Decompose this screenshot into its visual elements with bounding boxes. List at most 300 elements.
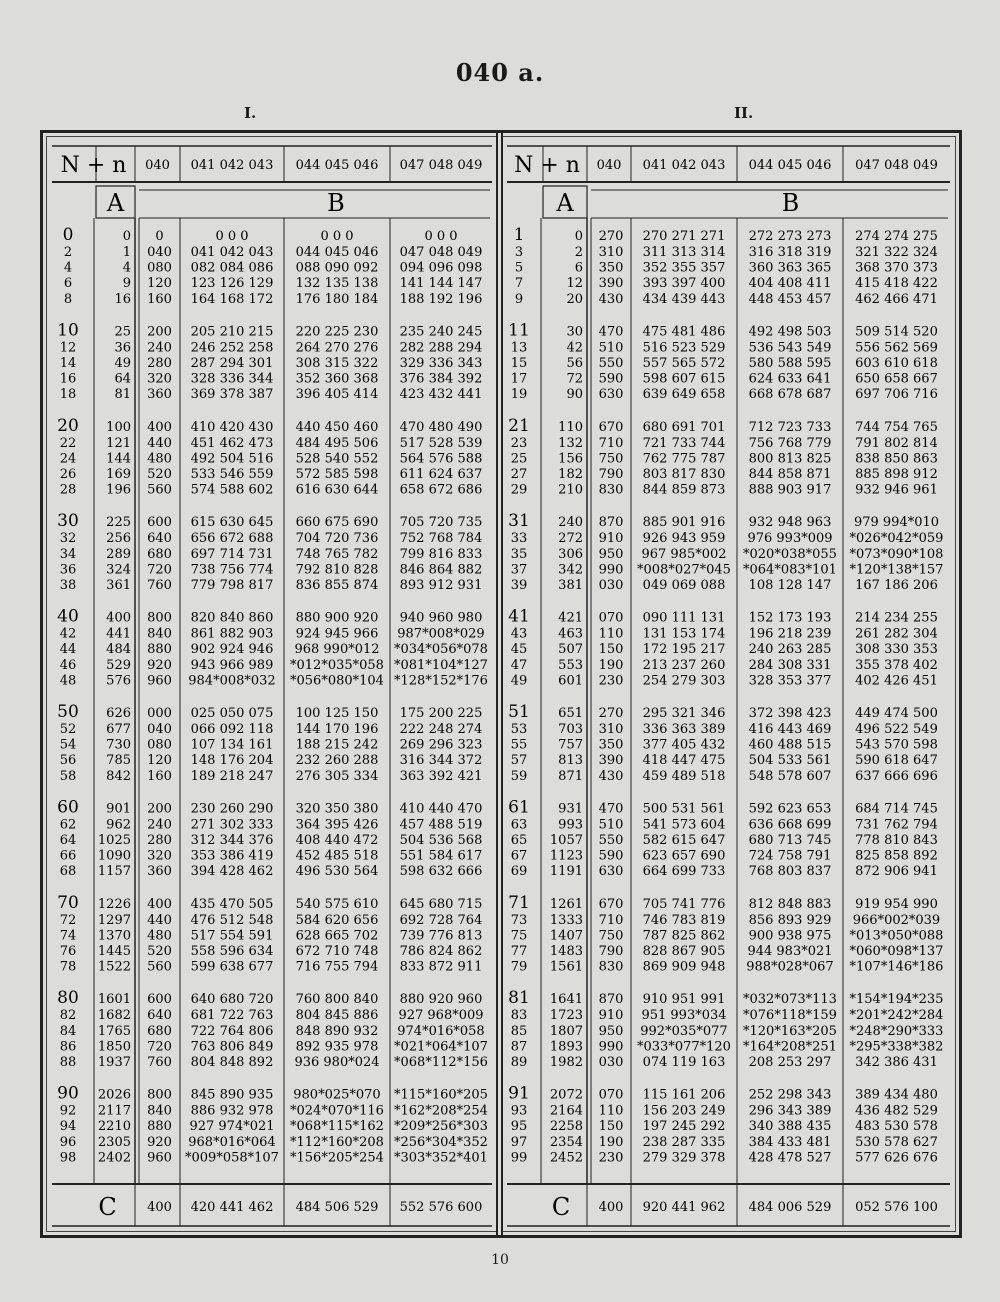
row-n-value: 6 <box>63 276 73 292</box>
b-label: B <box>327 189 345 217</box>
row-b040-value: 110 <box>598 1103 624 1119</box>
header-col-040: 040 <box>596 158 622 173</box>
row-b040-value: 750 <box>598 928 624 944</box>
row-b040-value: 720 <box>147 1039 172 1055</box>
row-b040-value: 150 <box>598 642 624 658</box>
row-b047-value: *107*146*186 <box>849 959 944 975</box>
row-a-value: 381 <box>558 578 583 593</box>
row-b047-value: 603 610 618 <box>855 356 938 371</box>
row-a-value: 144 <box>106 451 131 467</box>
row-b040-value: 720 <box>147 562 172 578</box>
row-b047-value: 167 186 206 <box>855 578 938 593</box>
row-b044-value: 528 540 552 <box>295 451 379 467</box>
row-b041-value: 861 882 903 <box>190 626 274 642</box>
row-b047-value: 786 824 862 <box>399 944 483 959</box>
row-a-value: 210 <box>558 482 583 498</box>
row-b040-value: 790 <box>598 467 624 482</box>
row-b044-value: *120*163*205 <box>743 1023 837 1039</box>
row-n-value: 12 <box>59 340 77 356</box>
row-a-value: 1123 <box>549 848 583 864</box>
row-b047-value: 363 392 421 <box>399 768 483 784</box>
row-b041-value: 189 218 247 <box>190 768 274 784</box>
row-b047-value: *021*064*107 <box>394 1039 488 1055</box>
row-n-value: 38 <box>59 578 77 593</box>
row-b044-value: 316 318 319 <box>748 245 832 260</box>
row-a-value: 1765 <box>97 1023 131 1039</box>
row-b044-value: 988*028*067 <box>746 959 834 975</box>
row-b047-value: 590 618 647 <box>855 753 938 769</box>
row-b040-value: 230 <box>598 1150 624 1166</box>
row-a-value: 121 <box>106 435 131 451</box>
row-a-value: 626 <box>106 706 131 721</box>
row-a-value: 289 <box>106 546 131 562</box>
row-b044-value: 892 935 978 <box>295 1039 379 1055</box>
row-b041-value: 902 924 946 <box>190 642 274 658</box>
row-b047-value: 175 200 225 <box>399 706 483 721</box>
row-b047-value: 269 296 323 <box>399 737 483 753</box>
row-b044-value: 152 173 193 <box>748 610 832 626</box>
row-b047-value: 316 344 372 <box>399 753 483 769</box>
row-a-value: 507 <box>558 642 583 658</box>
row-a-value: 1407 <box>549 928 583 944</box>
a-label: A <box>556 189 574 217</box>
row-b040-value: 400 <box>147 896 172 912</box>
row-a-value: 2402 <box>97 1150 131 1166</box>
row-a-value: 677 <box>106 722 131 737</box>
row-b040-value: 400 <box>147 419 172 435</box>
row-b044-value: 132 135 138 <box>295 276 379 292</box>
table-ii <box>507 138 950 1230</box>
row-n-value: 60 <box>57 797 79 818</box>
row-b041-value: 451 462 473 <box>190 435 274 451</box>
row-a-value: 361 <box>106 578 131 593</box>
row-b040-value: 040 <box>147 245 172 260</box>
row-n-value: 72 <box>59 912 77 928</box>
row-a-value: 12 <box>566 276 583 292</box>
row-b047-value: 188 192 196 <box>399 291 483 307</box>
row-n-value: 51 <box>508 702 530 722</box>
row-b047-value: 274 274 275 <box>855 229 938 244</box>
row-b047-value: *128*152*176 <box>394 673 488 689</box>
row-b041-value: 803 817 830 <box>642 467 726 482</box>
header-col-040: 040 <box>145 158 170 173</box>
row-n-value: 45 <box>510 642 528 658</box>
row-b040-value: 270 <box>598 706 624 721</box>
row-b047-value: 423 432 441 <box>399 387 483 403</box>
row-b040-value: 230 <box>598 673 624 689</box>
row-b041-value: 197 245 292 <box>642 1119 726 1135</box>
row-a-value: 1893 <box>549 1039 583 1055</box>
row-b047-value: 470 480 490 <box>399 419 483 435</box>
row-a-value: 1561 <box>549 959 583 975</box>
row-b044-value: 536 543 549 <box>748 340 832 356</box>
row-b044-value: 176 180 184 <box>295 291 379 307</box>
c-row-value: 484 006 529 <box>748 1200 832 1215</box>
row-b041-value: 574 588 602 <box>190 482 274 498</box>
row-n-value: 80 <box>57 988 79 1009</box>
row-b047-value: 457 488 519 <box>399 817 483 833</box>
row-n-value: 47 <box>510 657 528 673</box>
row-b040-value: 640 <box>147 531 172 547</box>
row-b041-value: 410 420 430 <box>190 419 274 435</box>
row-b040-value: 520 <box>147 944 172 959</box>
row-b047-value: *209*256*303 <box>394 1119 488 1135</box>
row-n-value: 84 <box>59 1023 77 1039</box>
row-b041-value: 287 294 301 <box>190 356 274 371</box>
row-b047-value: 692 728 764 <box>399 912 483 928</box>
row-b044-value: *064*083*101 <box>743 562 837 578</box>
row-n-value: 67 <box>510 848 528 864</box>
row-b041-value: 238 287 335 <box>642 1134 726 1150</box>
row-a-value: 601 <box>558 673 583 689</box>
row-a-value: 90 <box>566 387 583 403</box>
row-b040-value: 680 <box>147 1023 172 1039</box>
row-b041-value: 656 672 688 <box>190 531 274 547</box>
row-b040-value: 710 <box>598 912 624 928</box>
row-b044-value: 208 253 297 <box>748 1055 832 1070</box>
row-a-value: 757 <box>558 737 583 753</box>
row-b041-value: 394 428 462 <box>190 864 274 880</box>
row-a-value: 1723 <box>549 1008 583 1024</box>
row-b041-value: 705 741 776 <box>642 896 726 912</box>
row-b047-value: 551 584 617 <box>399 848 483 864</box>
row-b047-value: 094 096 098 <box>399 260 483 276</box>
row-b040-value: 480 <box>147 928 172 944</box>
row-b044-value: 240 263 285 <box>748 642 832 658</box>
row-b041-value: 558 596 634 <box>190 944 274 959</box>
row-b041-value: 869 909 948 <box>642 959 726 975</box>
row-b041-value: 844 859 873 <box>642 482 726 498</box>
row-a-value: 42 <box>566 340 583 356</box>
row-b040-value: 310 <box>598 245 624 260</box>
row-b040-value: 630 <box>598 864 624 880</box>
row-b040-value: 080 <box>147 260 172 276</box>
row-b040-value: 520 <box>147 467 172 482</box>
row-n-value: 24 <box>59 451 77 467</box>
row-b044-value: 100 125 150 <box>295 706 379 721</box>
row-b041-value: 393 397 400 <box>642 276 726 292</box>
row-b041-value: 787 825 862 <box>642 928 726 944</box>
row-n-value: 64 <box>59 833 77 848</box>
row-a-value: 100 <box>106 419 131 435</box>
row-b040-value: 280 <box>147 356 172 371</box>
row-b047-value: 214 234 255 <box>855 610 938 626</box>
row-b044-value: 496 530 564 <box>295 864 379 880</box>
row-b041-value: 517 554 591 <box>190 928 274 944</box>
row-b047-value: 436 482 529 <box>855 1103 938 1119</box>
row-n-value: 35 <box>510 546 528 562</box>
row-b044-value: 284 308 331 <box>748 657 832 673</box>
row-b040-value: 280 <box>147 833 172 848</box>
row-a-value: 132 <box>558 435 583 451</box>
row-b041-value: 598 607 615 <box>642 371 726 387</box>
row-n-value: 40 <box>57 606 79 627</box>
row-a-value: 576 <box>106 673 131 689</box>
row-b044-value: 276 305 334 <box>295 768 379 784</box>
row-b041-value: 295 321 346 <box>642 706 726 721</box>
row-a-value: 1090 <box>97 848 131 864</box>
row-n-value: 43 <box>510 626 528 642</box>
row-b040-value: 070 <box>598 610 624 626</box>
row-a-value: 463 <box>558 626 583 642</box>
row-a-value: 9 <box>122 276 131 292</box>
row-b041-value: 943 966 989 <box>190 657 274 673</box>
row-b040-value: 200 <box>147 801 172 817</box>
row-a-value: 901 <box>106 801 131 817</box>
row-b041-value: 090 111 131 <box>642 610 726 626</box>
row-b041-value: 0 0 0 <box>215 229 249 244</box>
row-a-value: 1850 <box>97 1039 131 1055</box>
c-row-value: 552 576 600 <box>399 1200 483 1215</box>
row-b040-value: 630 <box>598 387 624 403</box>
row-b041-value: *033*077*120 <box>637 1039 731 1055</box>
row-b044-value: 592 623 653 <box>748 801 832 817</box>
row-b041-value: 353 386 419 <box>190 848 274 864</box>
row-n-value: 89 <box>510 1055 528 1070</box>
row-a-value: 20 <box>566 291 583 307</box>
row-b040-value: 120 <box>147 753 172 769</box>
row-b040-value: 550 <box>598 356 624 371</box>
row-a-value: 0 <box>122 229 131 244</box>
row-n-value: 44 <box>59 642 77 658</box>
row-n-value: 8 <box>63 291 73 307</box>
row-n-value: 50 <box>57 702 79 722</box>
header-col-041-043: 041 042 043 <box>642 158 726 173</box>
header-col-047-049: 047 048 049 <box>855 158 938 173</box>
row-b040-value: 430 <box>598 291 624 307</box>
row-b047-value: *034*056*078 <box>394 642 488 658</box>
row-b047-value: 731 762 794 <box>855 817 938 833</box>
row-b040-value: 240 <box>147 817 172 833</box>
header-n-plus-n: N + n <box>60 153 127 178</box>
row-b044-value: 716 755 794 <box>295 959 379 975</box>
row-a-value: 1 <box>122 245 131 260</box>
row-b047-value: 893 912 931 <box>399 578 483 593</box>
row-b047-value: 987*008*029 <box>397 626 485 642</box>
row-b044-value: 580 588 595 <box>748 356 832 371</box>
row-b041-value: 074 119 163 <box>642 1055 726 1070</box>
row-b044-value: 880 900 920 <box>295 610 379 626</box>
row-b044-value: 724 758 791 <box>748 848 832 864</box>
row-n-value: 63 <box>510 817 528 833</box>
row-b040-value: 350 <box>598 260 624 276</box>
row-n-value: 77 <box>510 944 528 959</box>
row-n-value: 31 <box>508 511 530 532</box>
row-b041-value: 541 573 604 <box>642 817 726 833</box>
row-b044-value: 888 903 917 <box>748 482 832 498</box>
row-n-value: 42 <box>59 626 77 642</box>
row-a-value: 1982 <box>549 1055 583 1070</box>
a-label: A <box>106 189 125 217</box>
row-a-value: 931 <box>558 801 583 817</box>
row-b040-value: 560 <box>147 959 172 975</box>
row-n-value: 27 <box>510 467 528 482</box>
row-b040-value: 800 <box>147 1087 172 1103</box>
row-b040-value: 950 <box>598 546 624 562</box>
row-b040-value: 000 <box>147 706 172 721</box>
row-b044-value: 428 478 527 <box>748 1150 832 1166</box>
row-a-value: 813 <box>558 753 583 769</box>
row-b041-value: 680 691 701 <box>642 419 726 435</box>
row-b044-value: 672 710 748 <box>295 944 379 959</box>
row-a-value: 1025 <box>97 833 131 848</box>
row-a-value: 306 <box>558 546 583 562</box>
row-b041-value: 312 344 376 <box>190 833 274 848</box>
panel-ii <box>507 138 950 1234</box>
row-n-value: 36 <box>59 562 77 578</box>
row-a-value: 342 <box>558 562 583 578</box>
row-b047-value: 744 754 765 <box>855 419 938 435</box>
row-b041-value: 311 313 314 <box>642 245 726 260</box>
row-a-value: 49 <box>114 356 131 371</box>
row-b044-value: 364 395 426 <box>295 817 379 833</box>
row-b044-value: 272 273 273 <box>748 229 832 244</box>
row-n-value: 68 <box>59 864 77 880</box>
row-b040-value: 360 <box>147 387 172 403</box>
row-a-value: 2258 <box>549 1119 583 1135</box>
row-n-value: 79 <box>510 959 528 975</box>
row-b041-value: 623 657 690 <box>642 848 726 864</box>
row-b040-value: 600 <box>147 515 172 531</box>
row-b040-value: 960 <box>147 1150 172 1166</box>
row-b044-value: 452 485 518 <box>295 848 379 864</box>
row-b040-value: 990 <box>598 1039 624 1055</box>
row-b044-value: 404 408 411 <box>748 276 832 292</box>
row-n-value: 57 <box>510 753 528 769</box>
row-b047-value: 919 954 990 <box>855 896 938 912</box>
row-b041-value: 615 630 645 <box>190 515 274 531</box>
row-b041-value: 738 756 774 <box>190 562 274 578</box>
row-a-value: 1157 <box>97 864 131 880</box>
row-b044-value: 976 993*009 <box>747 531 833 547</box>
row-b047-value: 402 426 451 <box>855 673 938 689</box>
row-a-value: 421 <box>558 610 583 626</box>
row-b044-value: 088 090 092 <box>295 260 379 276</box>
row-b047-value: 598 632 666 <box>399 864 483 880</box>
row-b047-value: 880 920 960 <box>399 992 483 1008</box>
row-b047-value: 141 144 147 <box>399 276 483 292</box>
row-b047-value: 697 706 716 <box>855 387 938 403</box>
row-b040-value: 200 <box>147 324 172 340</box>
row-b044-value: 660 675 690 <box>295 515 379 531</box>
row-b040-value: 950 <box>598 1023 624 1039</box>
row-b041-value: 557 565 572 <box>642 356 726 371</box>
row-b040-value: 990 <box>598 562 624 578</box>
row-a-value: 72 <box>566 371 583 387</box>
row-b041-value: 377 405 432 <box>642 737 726 753</box>
row-b041-value: 968*016*064 <box>188 1134 276 1150</box>
row-b047-value: 872 906 941 <box>855 864 938 880</box>
row-b044-value: 848 890 932 <box>295 1023 379 1039</box>
row-b044-value: *156*205*254 <box>290 1150 384 1166</box>
row-b044-value: *012*035*058 <box>290 657 384 673</box>
row-n-value: 91 <box>508 1083 530 1104</box>
row-b040-value: 760 <box>147 1055 172 1070</box>
row-b040-value: 920 <box>147 1134 172 1150</box>
b-label: B <box>781 189 800 217</box>
header-col-044-046: 044 045 046 <box>295 158 379 173</box>
panel-divider <box>496 133 503 1235</box>
row-b047-value: 496 522 549 <box>855 722 938 737</box>
row-n-value: 15 <box>510 356 528 371</box>
row-a-value: 1641 <box>549 992 583 1008</box>
section-label-ii: II. <box>734 104 754 122</box>
row-b040-value: 240 <box>147 340 172 356</box>
row-a-value: 651 <box>558 706 583 721</box>
row-b041-value: 828 867 905 <box>642 944 726 959</box>
row-b041-value: 845 890 935 <box>190 1087 274 1103</box>
row-n-value: 61 <box>508 797 530 818</box>
row-n-value: 22 <box>59 435 77 451</box>
row-a-value: 4 <box>122 260 131 276</box>
row-b044-value: 668 678 687 <box>748 387 832 403</box>
row-a-value: 169 <box>106 467 131 482</box>
row-b047-value: *303*352*401 <box>394 1150 488 1166</box>
row-n-value: 37 <box>510 562 528 578</box>
row-n-value: 78 <box>59 959 77 975</box>
row-b040-value: 470 <box>598 801 624 817</box>
row-b040-value: 390 <box>598 753 624 769</box>
row-n-value: 30 <box>57 511 79 532</box>
row-n-value: 58 <box>59 768 77 784</box>
row-b047-value: 308 330 353 <box>855 642 938 658</box>
row-b047-value: 979 994*010 <box>853 515 940 531</box>
row-b040-value: 510 <box>598 340 624 356</box>
row-b040-value: 430 <box>598 768 624 784</box>
row-a-value: 0 <box>574 229 583 244</box>
row-b044-value: 360 363 365 <box>748 260 832 276</box>
row-b040-value: 150 <box>598 1119 624 1135</box>
row-n-value: 34 <box>59 546 77 562</box>
row-b041-value: 926 943 959 <box>642 531 726 547</box>
row-b040-value: 440 <box>147 912 172 928</box>
row-b041-value: 434 439 443 <box>642 291 726 307</box>
row-b047-value: 329 336 343 <box>399 356 483 371</box>
row-n-value: 49 <box>510 673 528 689</box>
row-a-value: 25 <box>114 324 131 340</box>
row-a-value: 785 <box>106 753 131 769</box>
c-row-value: 484 506 529 <box>295 1200 379 1215</box>
row-b047-value: *256*304*352 <box>394 1134 488 1150</box>
row-b041-value: 984*008*032 <box>188 673 276 689</box>
row-b047-value: 791 802 814 <box>855 435 938 451</box>
row-b040-value: 910 <box>598 1008 624 1024</box>
row-a-value: 196 <box>106 482 131 498</box>
row-b041-value: 025 050 075 <box>190 706 274 721</box>
row-b044-value: 836 855 874 <box>295 578 379 593</box>
row-b041-value: 533 546 559 <box>190 467 274 482</box>
row-n-value: 65 <box>510 833 528 848</box>
c-row-value: 052 576 100 <box>855 1200 938 1215</box>
row-b044-value: 492 498 503 <box>748 324 832 340</box>
row-b041-value: 049 069 088 <box>642 578 726 593</box>
row-b044-value: 628 665 702 <box>295 928 379 944</box>
row-b044-value: 220 225 230 <box>295 324 379 340</box>
row-n-value: 53 <box>510 722 528 737</box>
row-b040-value: 680 <box>147 546 172 562</box>
row-b047-value: 637 666 696 <box>855 768 938 784</box>
row-b040-value: 750 <box>598 451 624 467</box>
row-b041-value: 804 848 892 <box>190 1055 274 1070</box>
page-title: 040 a. <box>455 58 545 87</box>
row-a-value: 400 <box>106 610 131 626</box>
row-b047-value: 833 872 911 <box>399 959 483 975</box>
row-a-value: 1445 <box>97 944 131 959</box>
row-n-value: 52 <box>59 722 77 737</box>
row-b041-value: 886 932 978 <box>190 1103 274 1119</box>
row-b040-value: 350 <box>598 737 624 753</box>
table-i <box>52 138 492 1230</box>
